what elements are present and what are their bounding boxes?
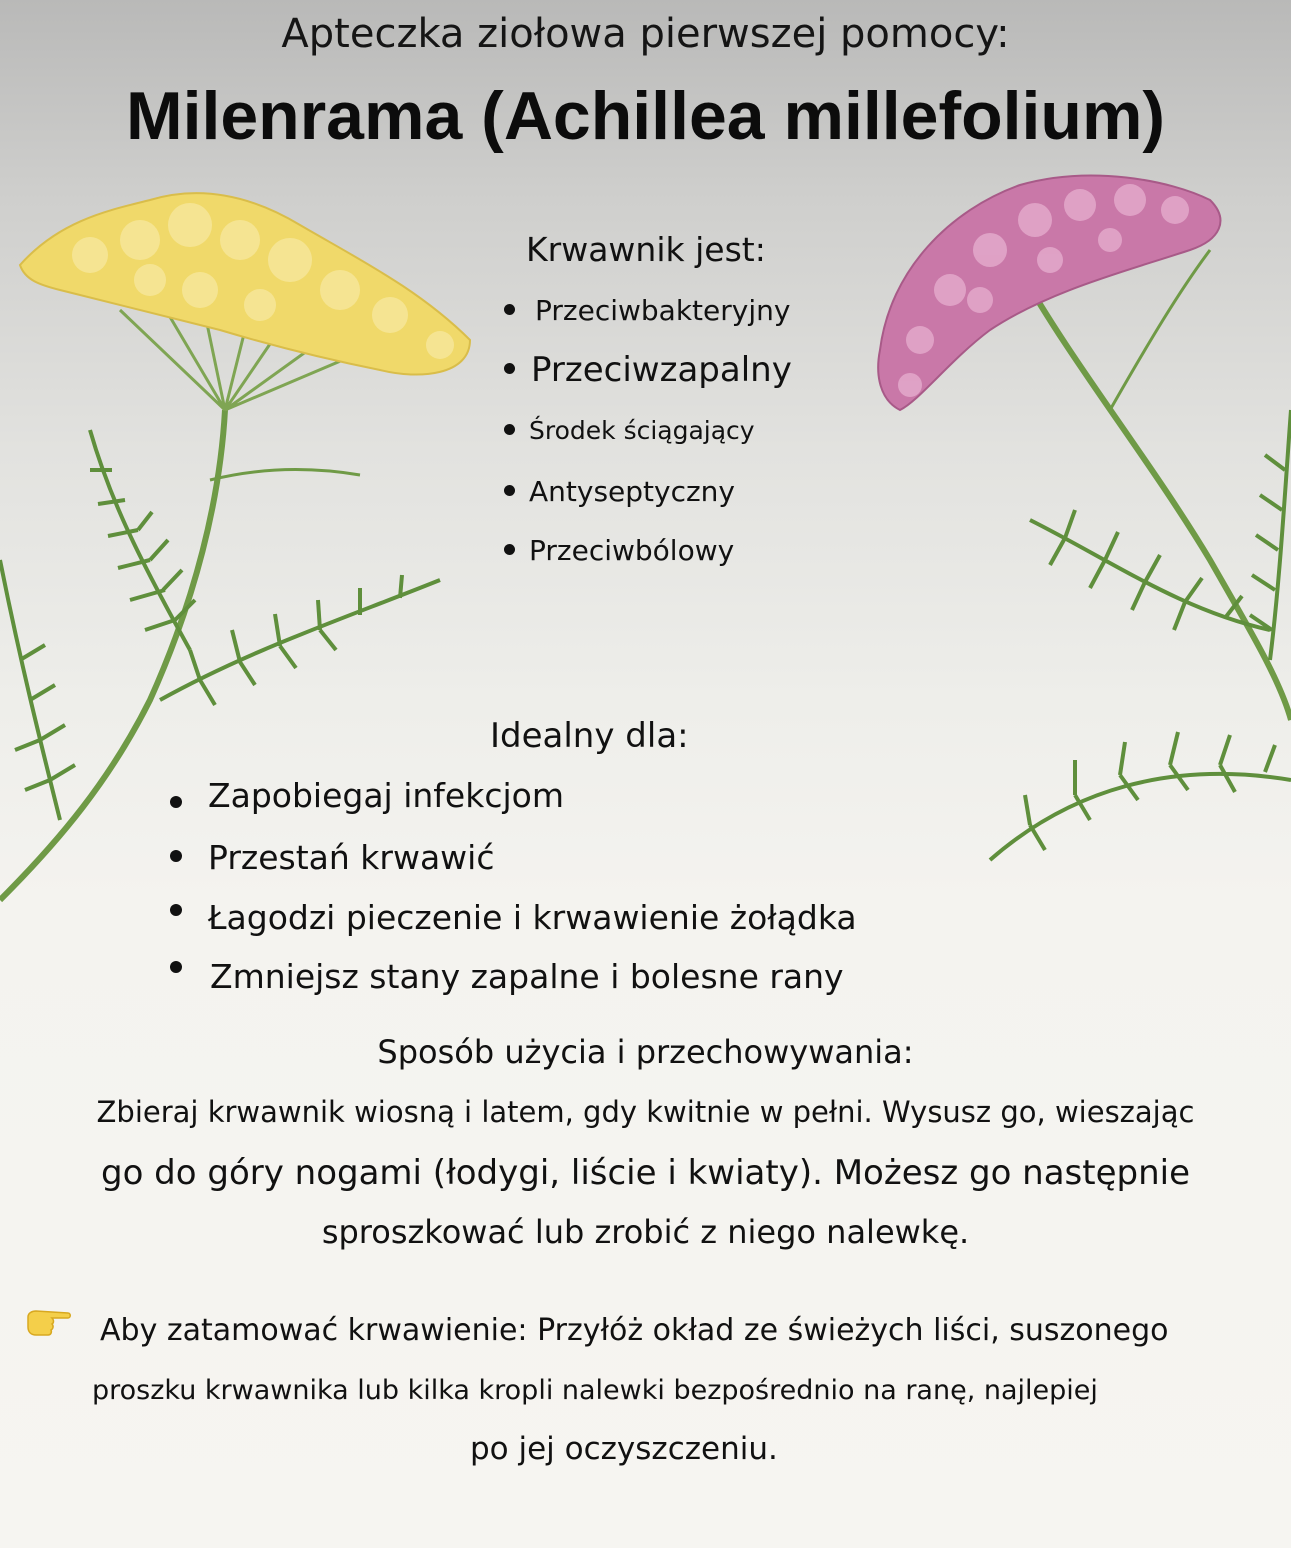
pointing-hand-icon (24, 1305, 72, 1345)
bullet-icon (504, 304, 515, 315)
property-item: Środek ściągający (504, 414, 755, 448)
usage-text-line: sproszkować lub zrobić z niego nalewkę. (321, 1213, 970, 1251)
usage-text-line: Zbieraj krwawnik wiosną i latem, gdy kwitnie w pełni. Wysusz go, wieszając (96, 1095, 1195, 1129)
usage-text-line: go do góry nogami (łodygi, liście i kwiaty). Możesz go następnie (100, 1153, 1191, 1193)
page-title: Milenrama (Achillea millefolium) (125, 78, 1166, 154)
bullet-icon (170, 904, 182, 916)
property-item: Przeciwzapalny (504, 348, 792, 392)
page-subtitle: Apteczka ziołowa pierwszej pomocy: (281, 11, 1010, 57)
use-item: Zmniejsz stany zapalne i bolesne rany (170, 955, 844, 999)
properties-heading: Krwawnik jest: (526, 230, 766, 269)
bullet-icon (170, 796, 182, 808)
bullet-icon (504, 485, 515, 496)
bullet-icon (170, 961, 182, 973)
bullet-icon (170, 850, 182, 862)
usage-heading: Sposób użycia i przechowywania: (377, 1033, 914, 1071)
property-item: Przeciwbakteryjny (504, 292, 790, 330)
bullet-icon (504, 363, 515, 374)
bullet-icon (504, 424, 515, 435)
tip-text-line: Aby zatamować krwawienie: Przyłóż okład ze świeżych liści, suszonego (100, 1313, 1169, 1348)
use-item: Zapobiegaj infekcjom (170, 774, 564, 818)
tip-text-line: proszku krwawnika lub kilka kropli nalewki bezpośrednio na ranę, najlepiej (92, 1375, 1098, 1406)
use-item: Łagodzi pieczenie i krwawienie żołądka (170, 896, 857, 940)
bullet-icon (504, 544, 515, 555)
property-item: Przeciwbólowy (504, 532, 734, 570)
tip-text-line: po jej oczyszczeniu. (470, 1431, 778, 1467)
pink-yarrow-illustration (850, 160, 1291, 900)
use-item: Przestań krwawić (170, 836, 494, 880)
property-item: Antyseptyczny (504, 473, 735, 511)
uses-heading: Idealny dla: (490, 716, 689, 756)
